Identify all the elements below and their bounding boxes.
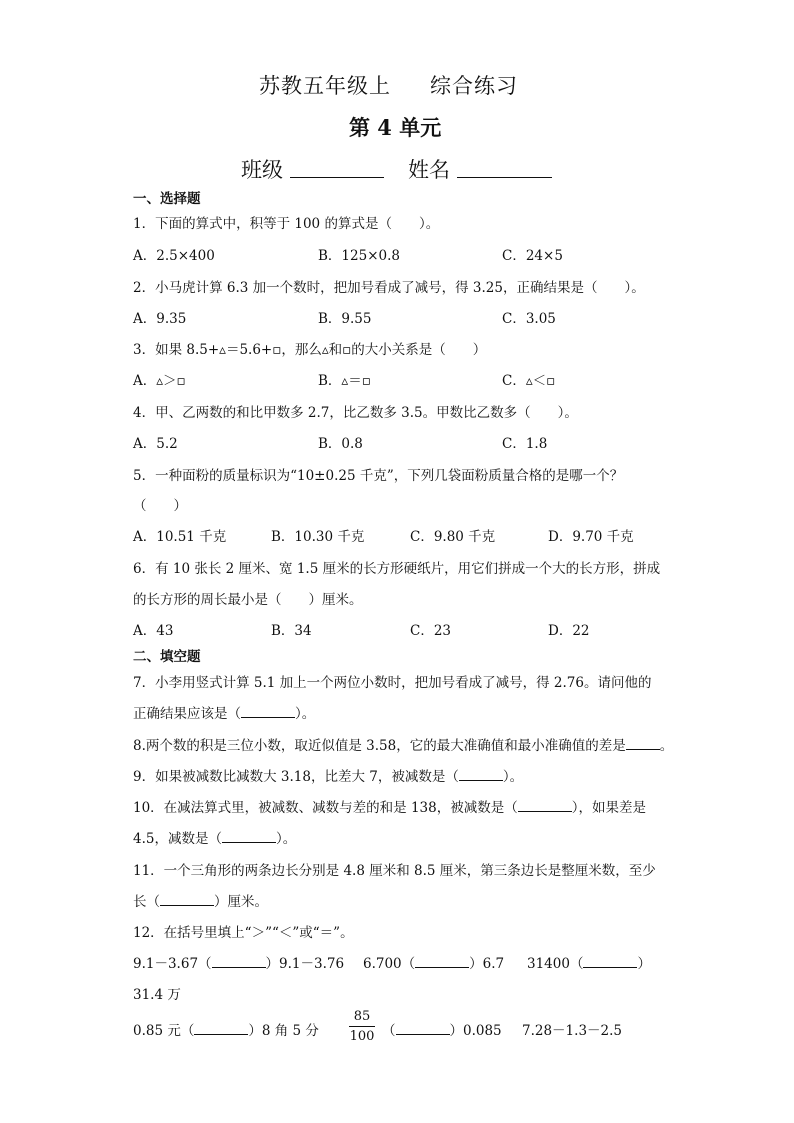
q6-option-d[interactable]: D．22 bbox=[548, 623, 590, 639]
q5-option-b[interactable]: B．10.30 千克 bbox=[271, 529, 365, 545]
q2-stem: 2．小马虎计算 6.3 加一个数时，把加号看成了减号，得 3.25，正确结果是（ ）。 bbox=[133, 280, 645, 296]
q12-c3-right: ） bbox=[637, 956, 651, 972]
q2-option-a[interactable]: A．9.35 bbox=[133, 311, 187, 327]
q11-line1: 11．一个三角形的两条边长分别是 4.8 厘米和 8.5 厘米，第三条边长是整厘米数，至少 bbox=[133, 863, 656, 879]
class-blank[interactable] bbox=[290, 177, 384, 178]
q4-option-b[interactable]: B．0.8 bbox=[318, 436, 363, 452]
q7-answer-blank[interactable] bbox=[241, 703, 295, 718]
q2-option-b[interactable]: B．9.55 bbox=[318, 311, 372, 327]
q6-option-b[interactable]: B．34 bbox=[271, 623, 312, 639]
q12-compare-2 bbox=[363, 952, 504, 972]
q8-answer-blank[interactable] bbox=[626, 735, 660, 750]
q9-end: ）。 bbox=[502, 769, 524, 785]
q11-answer-blank[interactable] bbox=[160, 891, 214, 906]
q12-c3-left: 31400（ bbox=[527, 956, 584, 972]
q4-option-a[interactable]: A．5.2 bbox=[133, 436, 178, 452]
q5-option-d[interactable]: D．9.70 千克 bbox=[548, 529, 634, 545]
name-blank[interactable] bbox=[457, 177, 552, 178]
q12-c2-blank[interactable] bbox=[415, 953, 469, 968]
fraction-numerator: 85 bbox=[353, 1009, 371, 1024]
unit-title: 第 4 单元 bbox=[349, 115, 442, 140]
q6-stem: 6．有 10 张长 2 厘米、宽 1.5 厘米的长方形硬纸片，用它们拼成一个大的长方形，拼成 bbox=[133, 561, 661, 577]
q4-stem: 4．甲、乙两数的和比甲数多 2.7，比乙数多 3.5。甲数比乙数多（ ）。 bbox=[133, 405, 578, 421]
q10-text: 10．在减法算式里，被减数、减数与差的和是 138，被减数是（ bbox=[133, 800, 518, 816]
q3-stem: 3．如果 8.5+▵＝5.6+▫，那么▵和▫的大小关系是（ ） bbox=[133, 342, 487, 358]
q12-fraction bbox=[347, 1009, 377, 1044]
fraction-bar bbox=[349, 1026, 375, 1027]
q12-compare-6: 7.28－1.3－2.5 bbox=[522, 1023, 622, 1039]
q9-line bbox=[133, 765, 523, 785]
q11-line2-end: ）厘米。 bbox=[214, 894, 268, 910]
q9-text: 9．如果被减数比减数大 3.18，比差大 7，被减数是（ bbox=[133, 769, 459, 785]
q7-line1: 7．小李用竖式计算 5.1 加上一个两位小数时，把加号看成了减号，得 2.76。请问他的 bbox=[133, 675, 652, 691]
q6-option-c[interactable]: C．23 bbox=[410, 623, 452, 639]
q4-option-c[interactable]: C．1.8 bbox=[502, 436, 548, 452]
name-label: 姓名 bbox=[408, 158, 450, 182]
fraction-denominator: 100 bbox=[349, 1029, 375, 1044]
q12-compare-3 bbox=[527, 952, 651, 972]
section-fill-heading: 二、填空题 bbox=[133, 649, 201, 665]
q12-c1-blank[interactable] bbox=[212, 953, 266, 968]
q12-c5-blank[interactable] bbox=[396, 1020, 450, 1035]
title-grade: 苏教五年级上 bbox=[259, 74, 391, 98]
q12-c4-right: ）8 角 5 分 bbox=[248, 1023, 319, 1039]
q12-c3-tail: 31.4 万 bbox=[133, 987, 181, 1003]
q10-subtrahend-blank[interactable] bbox=[222, 828, 276, 843]
q6-option-a[interactable]: A．43 bbox=[133, 623, 174, 639]
q10-line2-start: 4.5，减数是（ bbox=[133, 831, 222, 847]
q12-c2-right: ）6.7 bbox=[469, 956, 505, 972]
q3-option-a[interactable]: A．▵＞▫ bbox=[133, 373, 186, 389]
q8-text: 8.两个数的积是三位小数，取近似值是 3.58，它的最大准确值和最小准确值的差是 bbox=[133, 738, 626, 754]
q12-c5-right: ）0.085 bbox=[449, 1023, 502, 1039]
q12-c1-right: ）9.1－3.76 bbox=[265, 956, 345, 972]
q12-c3-blank[interactable] bbox=[583, 953, 637, 968]
q12-c2-left: 6.700（ bbox=[363, 956, 416, 972]
q5-option-a[interactable]: A．10.51 千克 bbox=[133, 529, 227, 545]
q11-line2-start: 长（ bbox=[133, 894, 160, 910]
q2-option-c[interactable]: C．3.05 bbox=[502, 311, 556, 327]
class-label: 班级 bbox=[241, 158, 283, 182]
q12-c4-blank[interactable] bbox=[194, 1020, 248, 1035]
q7-line2-start: 正确结果应该是（ bbox=[133, 706, 241, 722]
title-practice: 综合练习 bbox=[430, 74, 518, 98]
q12-compare-1 bbox=[133, 952, 344, 972]
q6-stem-cont: 的长方形的周长最小是（ ）厘米。 bbox=[133, 592, 363, 608]
q10-line1 bbox=[133, 796, 646, 816]
q8-end: 。 bbox=[659, 738, 674, 754]
q1-option-b[interactable]: B．125×0.8 bbox=[318, 248, 400, 264]
q10-text-cont: ），如果差是 bbox=[571, 800, 646, 816]
q12-c4-left: 0.85 元（ bbox=[133, 1023, 195, 1039]
q12-c1-left: 9.1－3.67（ bbox=[133, 956, 212, 972]
q9-answer-blank[interactable] bbox=[459, 766, 503, 781]
q10-minuend-blank[interactable] bbox=[518, 797, 572, 812]
q10-line2 bbox=[133, 827, 296, 847]
section-choice-heading: 一、选择题 bbox=[133, 191, 201, 207]
q5-option-c[interactable]: C．9.80 千克 bbox=[410, 529, 496, 545]
q12-stem: 12．在括号里填上“＞”“＜”或“＝”。 bbox=[133, 925, 354, 941]
q12-c5-left: （ bbox=[382, 1023, 396, 1039]
q5-stem: 5．一种面粉的质量标识为“10±0.25 千克”，下列几袋面粉质量合格的是哪一个？ bbox=[133, 468, 624, 484]
q12-compare-4 bbox=[133, 1019, 319, 1039]
q3-option-c[interactable]: C．▵＜▫ bbox=[502, 373, 556, 389]
q7-line2-end: ）。 bbox=[295, 706, 316, 722]
q1-option-c[interactable]: C．24×5 bbox=[502, 248, 563, 264]
q5-answer-paren: （ ） bbox=[133, 498, 187, 514]
q8-line bbox=[133, 734, 673, 754]
q10-line2-end: ）。 bbox=[275, 831, 297, 847]
q1-stem: 1．下面的算式中，积等于 100 的算式是（ ）。 bbox=[133, 216, 440, 232]
q7-line2 bbox=[133, 702, 315, 722]
q3-option-b[interactable]: B．▵＝▫ bbox=[318, 373, 371, 389]
q12-compare-5 bbox=[382, 1019, 502, 1039]
q11-line2 bbox=[133, 890, 268, 910]
q1-option-a[interactable]: A．2.5×400 bbox=[133, 248, 215, 264]
